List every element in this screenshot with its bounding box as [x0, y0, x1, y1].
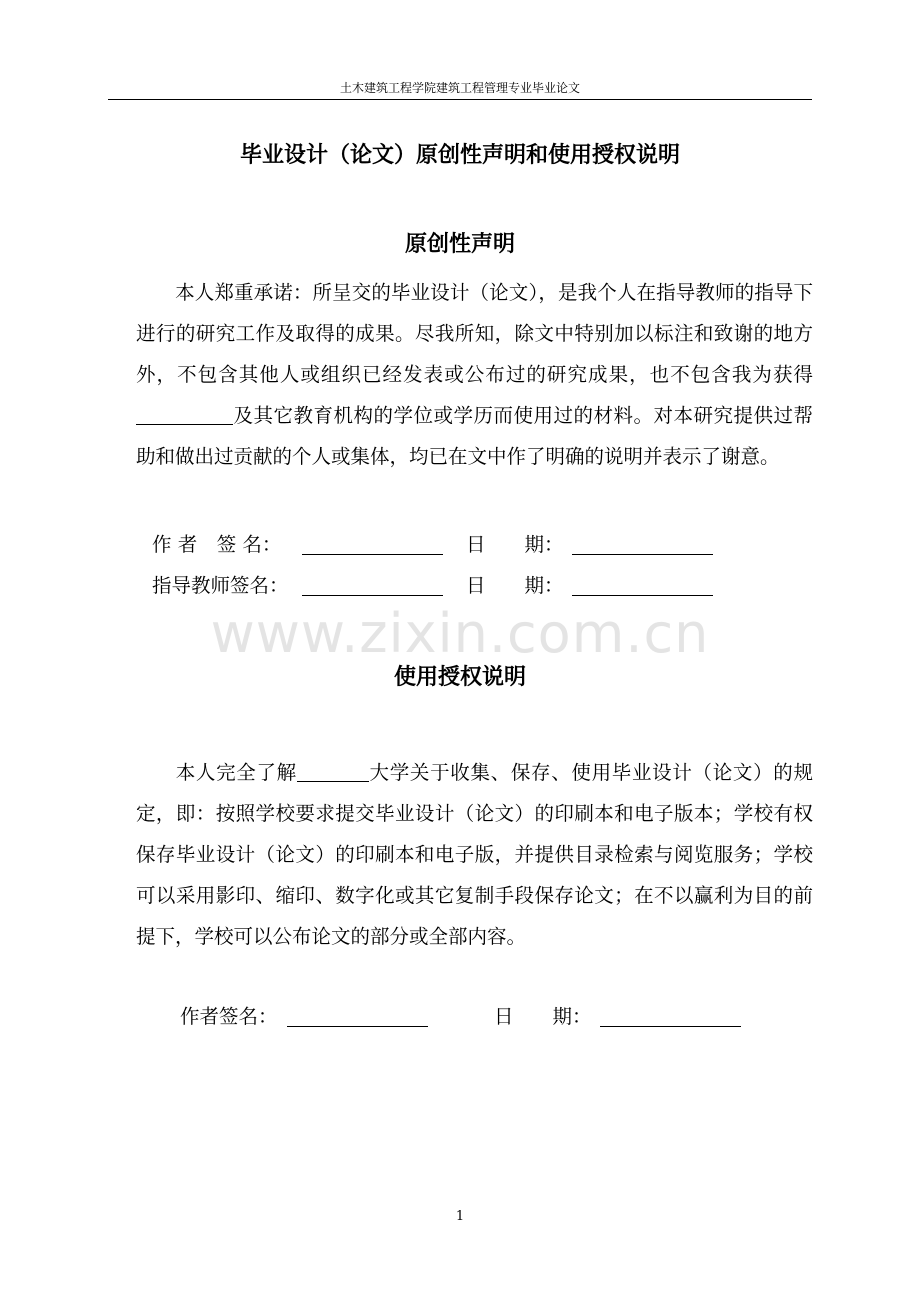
watermark: www.zixin.com.cn — [210, 602, 710, 665]
page-number: 1 — [455, 1209, 465, 1224]
supervisor-signature-row — [152, 571, 752, 601]
supervisor-date-line[interactable] — [572, 595, 713, 596]
authorization-date-line[interactable] — [600, 1026, 741, 1027]
authorization-text-before-blank: 本人完全了解 — [175, 761, 297, 784]
authorization-signature-row — [180, 1002, 780, 1032]
author-sign-label: 作 者 签 名： — [152, 533, 282, 556]
originality-paragraph — [136, 272, 813, 477]
author-date-line[interactable] — [572, 554, 713, 555]
authorization-text-after-blank: 大学关于收集、保存、使用毕业设计（论文）的规定，即：按照学校要求提交毕业设计（论文）的印刷本和电子版本；学校有权保存毕业设计（论文）的印刷本和电子版，并提供目录检索与阅览服务；学校可以采用影印、缩印、数字化或其它复制手段保存论文；在不以赢利为目的前提下，学校可以公布论文的部分或全部内容。 — [136, 761, 813, 948]
supervisor-sign-line[interactable] — [302, 595, 443, 596]
header-text: 土木建筑工程学院建筑工程管理专业毕业论文 — [339, 81, 580, 95]
authorization-author-sign-line[interactable] — [287, 1026, 428, 1027]
originality-text-before-blank: 本人郑重承诺：所呈交的毕业设计（论文），是我个人在指导教师的指导下进行的研究工作及取得的成果。尽我所知，除文中特别加以标注和致谢的地方外，不包含其他人或组织已经发表或公布过的研究成果，也不包含我为获得 — [136, 281, 813, 386]
author-date-label: 日 期： — [466, 533, 564, 556]
supervisor-date-label: 日 期： — [466, 574, 564, 597]
authorization-author-sign-label: 作者签名： — [180, 1005, 278, 1028]
authorization-date-label: 日 期： — [494, 1005, 592, 1028]
supervisor-sign-label: 指导教师签名： — [152, 574, 289, 597]
originality-text-after-blank: 及其它教育机构的学位或学历而使用过的材料。对本研究提供过帮助和做出过贡献的个人或集体，均已在文中作了明确的说明并表示了谢意。 — [136, 404, 813, 468]
author-sign-line[interactable] — [302, 554, 443, 555]
authorization-paragraph — [136, 752, 813, 957]
author-signature-row — [152, 530, 752, 560]
originality-heading: 原创性声明 — [404, 232, 515, 257]
university-blank[interactable] — [297, 762, 369, 783]
authorization-heading: 使用授权说明 — [393, 665, 526, 690]
institution-blank[interactable] — [136, 405, 233, 426]
document-title: 毕业设计（论文）原创性声明和使用授权说明 — [239, 143, 680, 168]
header-rule — [108, 99, 812, 100]
